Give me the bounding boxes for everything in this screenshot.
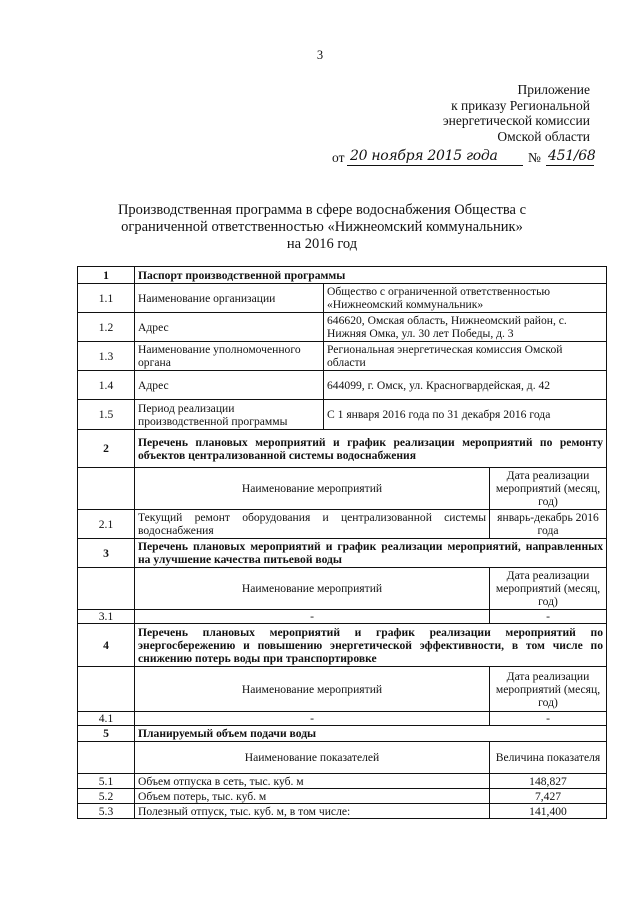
section-number: 2 (78, 430, 135, 468)
section-header-row (78, 539, 607, 568)
passport-row (78, 371, 607, 400)
column-header-name: Наименование мероприятий (135, 568, 490, 610)
date-underline (347, 165, 523, 166)
column-header-date: Дата реализации мероприятий (месяц, год) (490, 568, 607, 610)
appendix-line: Омской области (497, 128, 590, 144)
measure-row (78, 712, 607, 726)
indicator-value: 148,827 (490, 774, 607, 789)
row-number: 4.1 (78, 712, 135, 726)
row-number: 5.2 (78, 789, 135, 804)
empty-cell (78, 667, 135, 712)
section-header-row (78, 726, 607, 742)
row-number: 1.4 (78, 371, 135, 400)
measure-date: - (490, 712, 607, 726)
indicator-name: Объем отпуска в сеть, тыс. куб. м (135, 774, 490, 789)
section-number: 1 (78, 267, 135, 284)
passport-label: Адрес (135, 313, 324, 342)
order-date-number-line (332, 146, 594, 170)
section-title: Перечень плановых мероприятий и график реализации мероприятий по ремонту объектов централизованной системы водоснабжения (135, 430, 607, 468)
indicator-row (78, 774, 607, 789)
measure-row (78, 510, 607, 539)
column-header-name: Наименование показателей (135, 742, 490, 774)
passport-label: Период реализации производственной программы (135, 400, 324, 430)
handwritten-date: 20 ноября 2015 года (350, 148, 498, 164)
indicator-row (78, 804, 607, 819)
empty-cell (78, 468, 135, 510)
appendix-line: энергетической комиссии (442, 113, 590, 128)
section-header-row (78, 430, 607, 468)
title-line: Производственная программа в сфере водоснабжения Общества с (117, 202, 527, 218)
section-title: Перечень плановых мероприятий и график реализации мероприятий, направленных на улучшение качества питьевой воды (135, 539, 607, 568)
number-underline (546, 165, 594, 166)
section-title: Перечень плановых мероприятий и график реализации мероприятий по энергосбережению и повышению энергетической эффективности, в том числе по снижению потерь воды при транспортировке (135, 624, 607, 667)
row-number: 1.5 (78, 400, 135, 430)
indicator-value: 7,427 (490, 789, 607, 804)
measure-date: январь-декабрь 2016 года (490, 510, 607, 539)
passport-value: С 1 января 2016 года по 31 декабря 2016 года (324, 400, 607, 430)
column-header-value: Величина показателя (490, 742, 607, 774)
row-number: 1.2 (78, 313, 135, 342)
passport-value: 646620, Омская область, Нижнеомский район, с. Нижняя Омка, ул. 30 лет Победы, д. 3 (324, 313, 607, 342)
section-header-row (78, 267, 607, 284)
document-title (90, 202, 554, 253)
production-program-table (77, 266, 607, 819)
section-title: Паспорт производственной программы (135, 267, 607, 284)
indicator-row (78, 789, 607, 804)
column-header-row (78, 568, 607, 610)
column-header-row (78, 468, 607, 510)
column-header-name: Наименование мероприятий (135, 667, 490, 712)
row-number: 1.3 (78, 342, 135, 371)
indicator-value: 141,400 (490, 804, 607, 819)
row-number: 2.1 (78, 510, 135, 539)
appendix-line: к приказу Региональной (451, 97, 590, 113)
passport-row (78, 342, 607, 371)
measure-name: Текущий ремонт оборудования и централизованной системы водоснабжения (135, 510, 490, 539)
column-header-date: Дата реализации мероприятий (месяц, год) (490, 667, 607, 712)
row-number: 5.1 (78, 774, 135, 789)
passport-value: Общество с ограниченной ответственностью «Нижнеомский коммунальник» (324, 284, 607, 313)
column-header-date: Дата реализации мероприятий (месяц, год) (490, 468, 607, 510)
handwritten-number: 451/68 (548, 148, 596, 164)
title-line: на 2016 год (286, 236, 358, 252)
passport-label: Наименование уполномоченного органа (135, 342, 324, 371)
passport-label: Адрес (135, 371, 324, 400)
indicator-name: Объем потерь, тыс. куб. м (135, 789, 490, 804)
column-header-row (78, 742, 607, 774)
measure-row (78, 610, 607, 624)
number-label: № (528, 150, 541, 165)
measure-name: - (135, 610, 490, 624)
measure-date: - (490, 610, 607, 624)
title-line: ограниченной ответственностью «Нижнеомский коммунальник» (121, 219, 523, 235)
page-number: 3 (316, 48, 324, 62)
measure-name: - (135, 712, 490, 726)
appendix-header (443, 82, 590, 144)
indicator-name: Полезный отпуск, тыс. куб. м, в том числе: (135, 804, 490, 819)
passport-label: Наименование организации (135, 284, 324, 313)
passport-value: 644099, г. Омск, ул. Красногвардейская, д. 42 (324, 371, 607, 400)
row-number: 3.1 (78, 610, 135, 624)
passport-row (78, 400, 607, 430)
column-header-name: Наименование мероприятий (135, 468, 490, 510)
section-number: 4 (78, 624, 135, 667)
section-header-row (78, 624, 607, 667)
empty-cell (78, 568, 135, 610)
passport-value: Региональная энергетическая комиссия Омской области (324, 342, 607, 371)
passport-row (78, 284, 607, 313)
appendix-line: Приложение (517, 82, 590, 97)
section-title: Планируемый объем подачи воды (135, 726, 607, 742)
empty-cell (78, 742, 135, 774)
column-header-row (78, 667, 607, 712)
from-label: от (332, 150, 345, 165)
section-number: 5 (78, 726, 135, 742)
passport-row (78, 313, 607, 342)
row-number: 1.1 (78, 284, 135, 313)
row-number: 5.3 (78, 804, 135, 819)
section-number: 3 (78, 539, 135, 568)
